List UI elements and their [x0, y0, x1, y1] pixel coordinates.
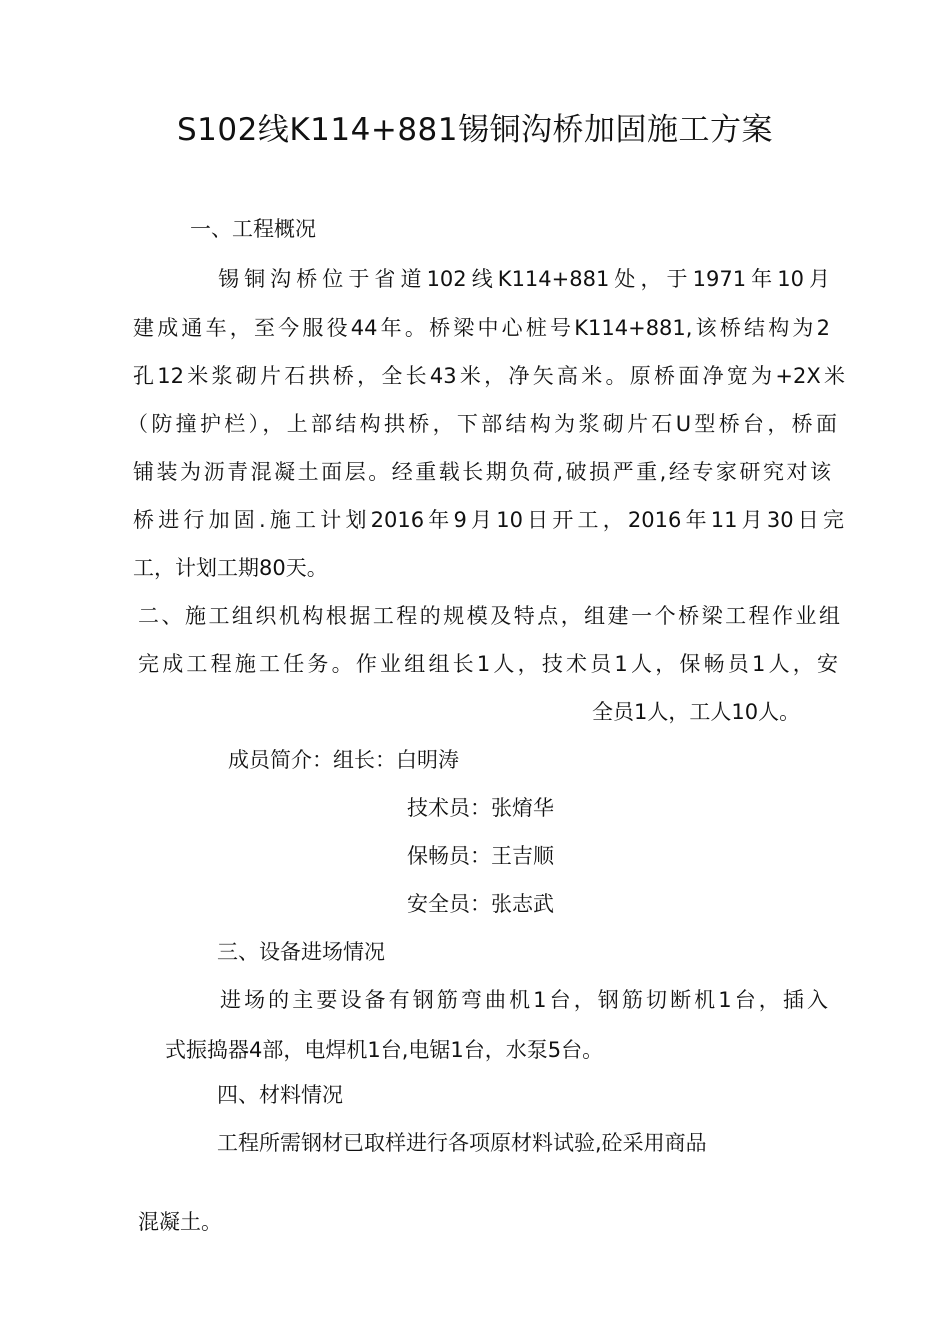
section-2-line-1: 二、施工组织机构根据工程的规模及特点，组建一个桥梁工程作业组: [138, 604, 840, 628]
section-1-line-4: （防撞护栏），上部结构拱桥，下部结构为浆砌片石U型桥台，桥面: [127, 412, 837, 436]
section-1-line-6: 桥进行加固.施工计划2016年9月10日开工，2016年11月30日完: [133, 508, 844, 532]
section-2-line-2: 完成工程施工任务。作业组组长1人，技术员1人，保畅员1人，安: [138, 652, 838, 676]
section-4-line-2: 混凝土。: [138, 1210, 222, 1234]
section-1-line-3: 孔12米浆砌片石拱桥，全长43米，净矢高米。原桥面净宽为+2X米: [133, 364, 845, 388]
section-1-line-7: 工，计划工期80天。: [133, 556, 328, 580]
member-intro-leader: 成员简介：组长：白明涛: [228, 748, 459, 772]
section-3-heading: 三、设备进场情况: [217, 940, 385, 964]
member-traffic-keeper: 保畅员：王吉顺: [407, 844, 554, 868]
section-4-heading: 四、材料情况: [217, 1083, 343, 1107]
section-2-line-3: 全员1人，工人10人。: [592, 700, 801, 724]
section-1-line-2: 建成通车，至今服役44年。桥梁中心桩号K114+881,该桥结构为2: [133, 316, 830, 340]
member-technician: 技术员：张焴华: [407, 796, 554, 820]
section-1-heading: 一、工程概况: [190, 217, 316, 241]
section-3-line-2: 式振捣器4部，电焊机1台,电锯1台，水泵5台。: [165, 1038, 604, 1062]
document-title: S102线K114+881锡铜沟桥加固施工方案: [177, 112, 773, 148]
section-4-line-1: 工程所需钢材已取样进行各项原材料试验,砼采用商品: [217, 1131, 707, 1155]
section-3-line-1: 进场的主要设备有钢筋弯曲机1台，钢筋切断机1台，插入: [220, 988, 828, 1012]
section-1-line-5: 铺装为沥青混凝土面层。经重载长期负荷,破损严重,经专家研究对该: [133, 460, 831, 484]
section-1-line-1: 锡铜沟桥位于省道102线K114+881处，于1971年10月: [218, 267, 830, 291]
member-safety-officer: 安全员：张志武: [407, 892, 554, 916]
